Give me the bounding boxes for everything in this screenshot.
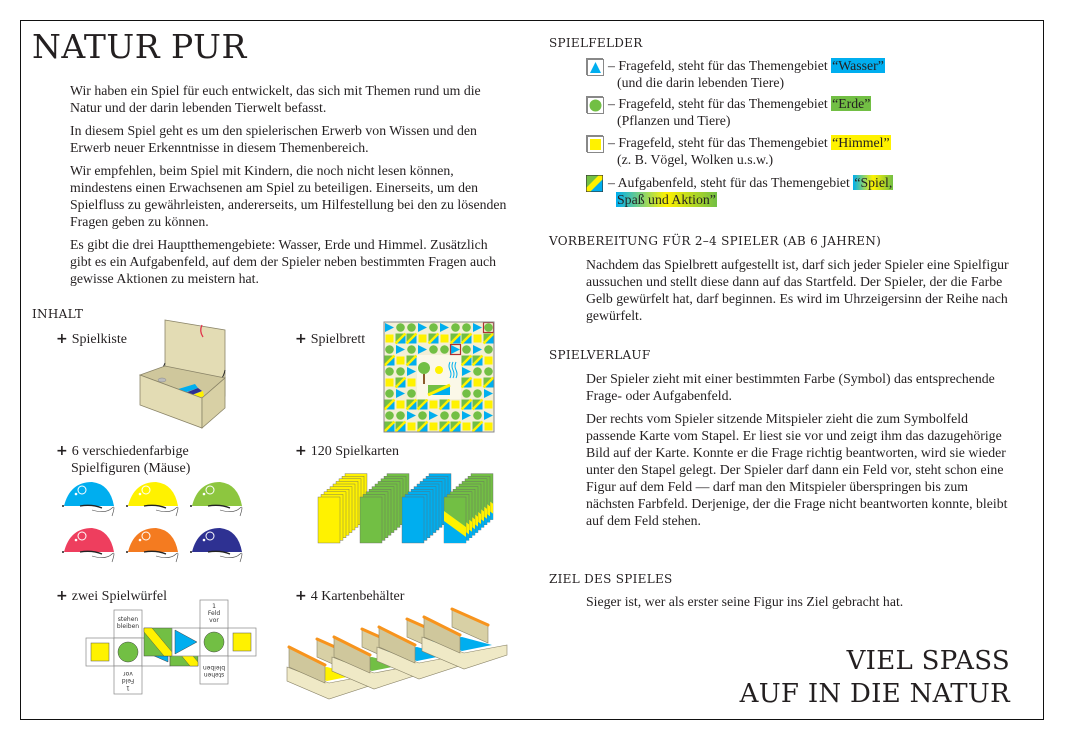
board-tile [396, 323, 405, 332]
die-text: bleiben [116, 623, 140, 630]
board-tile [430, 401, 438, 409]
mouse-body [192, 528, 242, 552]
board-circle [385, 367, 394, 376]
die-text: stehen [203, 671, 225, 678]
board-tile [396, 411, 405, 420]
board-square [419, 335, 427, 343]
tree-crown [418, 362, 430, 374]
board-tile [385, 422, 395, 432]
plus-icon: + [56, 331, 68, 347]
die-text: 1 [126, 684, 130, 691]
die-text: Feld [207, 610, 221, 617]
die-text: bleiben [202, 664, 226, 671]
board-square [485, 423, 493, 431]
card-stacks-illustration [318, 475, 518, 555]
board-tile [441, 335, 449, 343]
board-tile [386, 335, 394, 343]
intro-text [70, 82, 510, 293]
board-tile [397, 357, 405, 365]
mouse-eye [203, 493, 206, 496]
board-tile [440, 400, 450, 410]
legend-text: – Fragefeld, steht für das Themengebiet [608, 135, 832, 150]
mouse-nose [62, 551, 64, 553]
inhalt-item-spielkarten [295, 443, 399, 460]
die-text: vor [123, 670, 133, 677]
board-tile [407, 389, 416, 398]
highlight-wasser: “Wasser” [832, 58, 884, 73]
board-circle [429, 345, 438, 354]
board-tile [484, 323, 493, 332]
mouse-body [128, 528, 178, 552]
board-circle [484, 345, 493, 354]
mouse-tail [220, 507, 242, 516]
mouse-body [192, 482, 242, 506]
mouse-tail [156, 507, 178, 516]
intro-paragraph: Wir empfehlen, beim Spiel mit Kindern, die noch nicht lesen können, mindestens einen Erwachsenen am Spiel zu beteiligen. Einerseits, um den Spielfluss zu gewährleisten, andererseits, um Hilfestellung bei den zu lösenden Fragen geben zu können. [70, 163, 507, 229]
board-tile [440, 422, 450, 432]
highlight-himmel: “Himmel” [832, 135, 890, 150]
ziel-heading: ZIEL DES SPIELES [549, 572, 673, 586]
board-tile [473, 422, 483, 432]
die-square [91, 643, 109, 661]
highlight-aufgabe-line2: Spaß und Aktion” [617, 192, 716, 207]
board-circle [396, 367, 405, 376]
die-square [233, 633, 251, 651]
closing-slogan [740, 645, 1010, 711]
board-circle [407, 323, 416, 332]
board-square [452, 401, 460, 409]
spielverlauf-text [586, 370, 1016, 535]
inhalt-item-label: Spielbrett [310, 332, 366, 347]
inhalt-item-label: Spielkiste [71, 332, 127, 347]
closing-line: AUF IN DIE NATUR [739, 679, 1010, 709]
board-tile [462, 323, 471, 332]
vorbereitung-text [586, 256, 1016, 330]
mouse-figure [190, 528, 242, 562]
board-tile [485, 401, 493, 409]
sun-icon [435, 366, 443, 374]
board-square [430, 423, 438, 431]
board-square [408, 379, 416, 387]
dice-net-illustration [82, 603, 262, 706]
board-tile [429, 334, 439, 344]
legend-subtext: (und die darin lebenden Tiere) [617, 75, 785, 90]
mouse-nose [126, 505, 128, 507]
legend-text: – Aufgabenfeld, steht für das Themengebiet [608, 175, 854, 190]
mouse-body [64, 528, 114, 552]
mouse-nose [190, 551, 192, 553]
game-box-illustration [140, 318, 250, 430]
plus-icon: + [56, 443, 68, 459]
board-square [485, 357, 493, 365]
mouse-figures-illustration [62, 482, 242, 572]
board-circle [440, 345, 449, 354]
board-tile [429, 345, 438, 354]
spielfelder-heading: SPIELFELDER [549, 36, 643, 50]
die-text: vor [209, 617, 219, 624]
die-circle [118, 642, 138, 662]
board-square [386, 379, 394, 387]
intro-paragraph: Wir haben ein Spiel für euch entwickelt, das sich mit Themen rund um die Natur und der darin lebenden Tierwelt befasst. [70, 83, 481, 115]
board-tile [462, 389, 471, 398]
board-circle [407, 389, 416, 398]
board-tile [385, 367, 394, 376]
board-circle [429, 323, 438, 332]
inhalt-item-spielkiste [56, 331, 127, 348]
board-tile [485, 423, 493, 431]
plus-icon: + [56, 588, 68, 604]
card [318, 497, 340, 543]
board-tile [440, 411, 449, 420]
spielverlauf-paragraph: Der rechts vom Spieler sitzende Mitspieler zieht die zum Symbolfeld passende Karte vom Stapel. Er liest sie vor und zeigt ihm das dazugehörige Bild auf der Karte. Konnte er die Frage richtig beantworten, wird sie wieder unter den Stapel gelegt. Der Spieler darf dann ein Feld vor, steht schon eine Figur auf dem Feld — darf man den Mitspieler überspringen bis zum nächsten Farbfeld. Derjenige, der die Frage nicht beantworten konnte, bleibt auf dem Feld stehen. [586, 411, 1008, 528]
mouse-tail [92, 507, 114, 516]
plus-icon: + [295, 588, 307, 604]
board-tile [396, 334, 406, 344]
mouse-figure [62, 482, 114, 516]
board-circle [462, 389, 471, 398]
mouse-eye [203, 539, 206, 542]
die-circle [204, 632, 224, 652]
legend-text: – Fragefeld, steht für das Themengebiet [608, 58, 832, 73]
board-square [474, 379, 482, 387]
highlight-erde: “Erde” [832, 96, 871, 111]
board-tile [451, 323, 460, 332]
card [402, 497, 424, 543]
board-tile [408, 423, 416, 431]
legend-text: – Fragefeld, steht für das Themengebiet [608, 96, 832, 111]
inhalt-item-spielfiguren [56, 443, 190, 477]
intro-paragraph: In diesem Spiel geht es um den spielerischen Erwerb von Wissen und den Erwerb neuer Erkenntnisse in diesem Themenbereich. [70, 123, 477, 155]
board-square [463, 423, 471, 431]
board-tile [407, 400, 417, 410]
board-tile [418, 422, 428, 432]
board-tile [462, 378, 472, 388]
board-circle [451, 323, 460, 332]
board-circle [473, 367, 482, 376]
board-tile [473, 411, 482, 420]
board-square [386, 335, 394, 343]
mouse-figure [126, 528, 178, 562]
board-tile [474, 379, 482, 387]
die-text: stehen [117, 616, 139, 623]
legend-subtext: (Pflanzen und Tiere) [617, 113, 731, 128]
plus-icon: + [295, 331, 307, 347]
board-square [397, 357, 405, 365]
board-tile [385, 400, 395, 410]
mouse-body [128, 482, 178, 506]
board-tile [430, 423, 438, 431]
mouse-figure [62, 528, 114, 562]
board-tile [408, 379, 416, 387]
board-circle [462, 323, 471, 332]
mouse-nose [126, 551, 128, 553]
spielverlauf-paragraph: Der Spieler zieht mit einer bestimmten Farbe (Symbol) das entsprechende Frage- oder Aufgabenfeld. [586, 371, 995, 403]
board-tile [396, 378, 406, 388]
board-square [441, 335, 449, 343]
board-tile [484, 345, 493, 354]
board-tile [484, 378, 494, 388]
die-text: Feld [121, 677, 135, 684]
board-tile [385, 411, 394, 420]
board-tile [396, 422, 406, 432]
board-tile [440, 345, 449, 354]
board-tile [407, 334, 417, 344]
board-circle [484, 323, 493, 332]
inhalt-item-kartenbehaelter [295, 588, 404, 605]
board-tile [397, 401, 405, 409]
board-tile [462, 356, 472, 366]
board-tile [385, 345, 394, 354]
game-board-illustration [384, 322, 494, 432]
board-square [474, 335, 482, 343]
board-circle [385, 345, 394, 354]
legend-subtext: (z. B. Vögel, Wolken u.s.w.) [617, 152, 774, 167]
vorbereitung-heading: VORBEREITUNG FÜR 2–4 SPIELER (AB 6 JAHREN) [549, 234, 882, 248]
mouse-body [64, 482, 114, 506]
mouse-nose [62, 505, 64, 507]
page-title: NATUR PUR [32, 27, 247, 66]
board-tile [473, 367, 482, 376]
spielverlauf-heading: SPIELVERLAUF [549, 348, 651, 362]
board-tile [418, 411, 427, 420]
mouse-eye [139, 539, 142, 542]
board-tile [396, 367, 405, 376]
mouse-eye [75, 539, 78, 542]
board-tile [462, 334, 472, 344]
mouse-figure [126, 482, 178, 516]
board-tile [385, 356, 395, 366]
card-task [444, 497, 466, 543]
board-square [397, 401, 405, 409]
intro-paragraph: Es gibt die drei Hauptthemengebiete: Wasser, Erde und Himmel. Zusätzlich gibt es ein Aufgabenfeld, auf dem der Spieler neben bestimmten Fragen auch gewisse Aktionen zu meistern hat. [70, 237, 497, 286]
ziel-paragraph: Sieger ist, wer als erster seine Figur ins Ziel gebracht hat. [586, 594, 904, 609]
closing-line: VIEL SPASS [846, 646, 1010, 676]
card [360, 497, 382, 543]
inhalt-item-spielbrett [295, 331, 365, 348]
board-tile [451, 411, 460, 420]
board-tile [462, 345, 471, 354]
board-circle [396, 323, 405, 332]
board-tile [451, 334, 461, 344]
triangle-icon [586, 58, 603, 75]
inhalt-item-label: 120 Spielkarten [310, 444, 399, 459]
board-tile [473, 389, 482, 398]
inhalt-item-label: 6 verschiedenfarbige [71, 444, 189, 459]
board-circle [451, 411, 460, 420]
board-circle [407, 345, 416, 354]
board-tile [407, 345, 416, 354]
inhalt-heading: INHALT [32, 307, 84, 321]
inhalt-item-label: 4 Kartenbehälter [310, 589, 405, 604]
board-tile [451, 422, 461, 432]
board-tile [484, 334, 494, 344]
mouse-figure [190, 482, 242, 516]
mouse-eye [139, 493, 142, 496]
board-square [408, 423, 416, 431]
board-circle [462, 345, 471, 354]
inhalt-item-label: Spielfiguren (Mäuse) [71, 461, 191, 476]
board-tile [463, 423, 471, 431]
board-tile [418, 400, 428, 410]
board-circle [473, 389, 482, 398]
board-tile [485, 357, 493, 365]
board-circle [385, 389, 394, 398]
board-tile [484, 367, 493, 376]
board-circle [396, 411, 405, 420]
mouse-tail [220, 553, 242, 562]
board-tile [429, 323, 438, 332]
board-tile [452, 401, 460, 409]
board-tile [386, 379, 394, 387]
board-circle [418, 411, 427, 420]
board-tile [462, 400, 472, 410]
highlight-aufgabe: “Spiel, [854, 175, 893, 190]
board-square [430, 401, 438, 409]
board-circle [440, 411, 449, 420]
card-holders-illustration [287, 607, 517, 707]
die-text: 1 [212, 603, 216, 610]
board-tile [407, 323, 416, 332]
board-tile [419, 335, 427, 343]
inhalt-item-spielwuerfel [56, 588, 167, 605]
square-icon [586, 135, 603, 152]
mouse-tail [156, 553, 178, 562]
mouse-nose [190, 505, 192, 507]
inhalt-item-label: zwei Spielwürfel [71, 589, 167, 604]
ziel-text [586, 593, 1016, 616]
diagonal-stripe-icon [586, 175, 603, 192]
board-tile [407, 356, 417, 366]
box-hole [158, 378, 166, 382]
circle-icon [586, 96, 603, 113]
board-circle [473, 411, 482, 420]
board-square [485, 401, 493, 409]
board-circle [385, 411, 394, 420]
board-tile [385, 389, 394, 398]
plus-icon: + [295, 443, 307, 459]
board-tile [473, 356, 483, 366]
mouse-eye [75, 493, 78, 496]
vorbereitung-paragraph: Nachdem das Spielbrett aufgestellt ist, darf sich jeder Spieler eine Spielfigur aussuchen und stellt diese dann auf das Startfeld. Der Spieler, der die Farbe Gelb gewürfelt hat, darf beginnen. Es wird im Uhrzeigersinn der Reihe nach gewürfelt. [586, 257, 1009, 323]
board-tile [474, 335, 482, 343]
board-circle [484, 367, 493, 376]
board-tile [473, 400, 483, 410]
mouse-tail [92, 553, 114, 562]
